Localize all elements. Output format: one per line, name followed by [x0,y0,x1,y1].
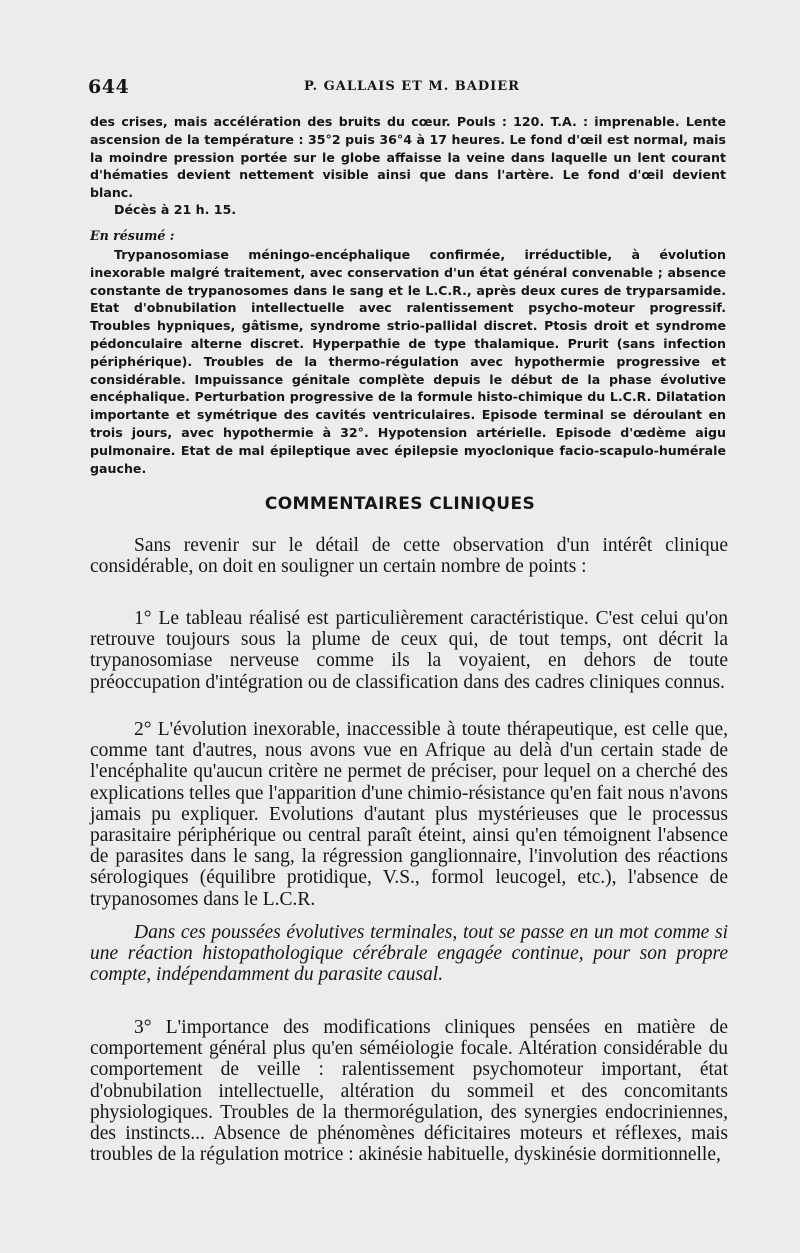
running-head: P. GALLAIS ET M. BADIER [304,79,520,94]
italic-paragraph: Dans ces poussées évolutives terminales, tout se passe en un mot comme si une réaction histopathologique cérébrale engagée continue, pour son propre compte, indépendamment du parasite causal. [90,922,728,986]
page-header [88,76,728,100]
summary-label: En résumé : [90,228,175,243]
page-number: 644 [88,76,130,98]
intro-paragraph: des crises, mais accélération des bruits du cœur. Pouls : 120. T.A. : imprenable. Lente ascension de la température : 35°2 puis 36°4 à 17 heures. Le fond d'œil est normal, mais la moindre pression portée sur le globe affaisse la veine dans laquelle un lent courant d'hématies devient nettement visible ainsi que dans l'artère. Le fond d'œil devient blanc. [90,114,726,201]
body-paragraph: Sans revenir sur le détail de cette observation d'un intérêt clinique considérable, on doit en souligner un certain nombre de points : [90,535,728,578]
death-line: Décès à 21 h. 15. [114,202,237,217]
body-paragraph: 1° Le tableau réalisé est particulièrement caractéristique. C'est celui qu'on retrouve toujours sous la plume de ceux qui, de tout temps, ont décrit la trypanosomiase nerveuse comme ils la voyaient, en dehors de toute préoccupation d'intégration ou de classification dans des cadres cliniques connus. [90,608,728,693]
section-title: COMMENTAIRES CLINIQUES [264,494,536,514]
summary-paragraph: Trypanosomiase méningo-encéphalique confirmée, irréductible, à évolution inexorable malgré traitement, avec conservation d'un état général convenable ; absence constante de trypanosomes dans le sang et le L.C.R., après deux cures de tryparsamide. Etat d'obnubilation intellectuelle avec ralentissement psycho-moteur progressif. Troubles hypniques, gâtisme, syndrome strio-pallidal discret. Ptosis droit et syndrome pédonculaire alterne discret. Hyperpathie de type thalamique. Prurit (sans infection périphérique). Troubles de la thermo-régulation avec hypothermie progressive et considérable. Impuissance génitale complète depuis le début de la phase évolutive encéphalique. Perturbation progressive de la formule histo-chimique du L.C.R. Dilatation importante et symétrique des cavités ventriculaires. Episode terminal se déroulant en trois jours, avec hypothermie à 32°. Hypotension artérielle. Episode d'œdème aigu pulmonaire. Etat de mal épileptique avec épilepsie myoclonique facio-scapulo-humérale gauche. [90,247,726,476]
body-paragraph: 3° L'importance des modifications cliniques pensées en matière de comportement général plus qu'en séméiologie focale. Altération considérable du comportement de veille : ralentissement psychomoteur important, état d'obnubilation intellectuelle, altération du sommeil et des concomitants physiologiques. Troubles de la thermorégulation, des synergies endocriniennes, des instincts... Absence de phénomènes déficitaires moteurs et réflexes, mais troubles de la régulation motrice : akinésie habituelle, dyskinésie dormitionnelle, [90,1017,728,1166]
body-paragraph: 2° L'évolution inexorable, inaccessible à toute thérapeutique, est celle que, comme tant d'autres, nous avons vue en Afrique au delà d'un certain stade de l'encéphalite qu'aucun critère ne permet de préciser, pour lequel on a cherché des explications telles que l'apparition d'une chimio-résistance qu'en fait nous n'avons jamais pu expliquer. Evolutions d'autant plus mystérieuses que le processus parasitaire périphérique ou central paraît éteint, ainsi qu'en témoignent l'absence de parasites dans le sang, la régression ganglionnaire, l'involution des réactions sérologiques (équilibre protidique, V.S., formol leucogel, etc.), l'absence de trypanosomes dans le L.C.R. [90,719,728,910]
